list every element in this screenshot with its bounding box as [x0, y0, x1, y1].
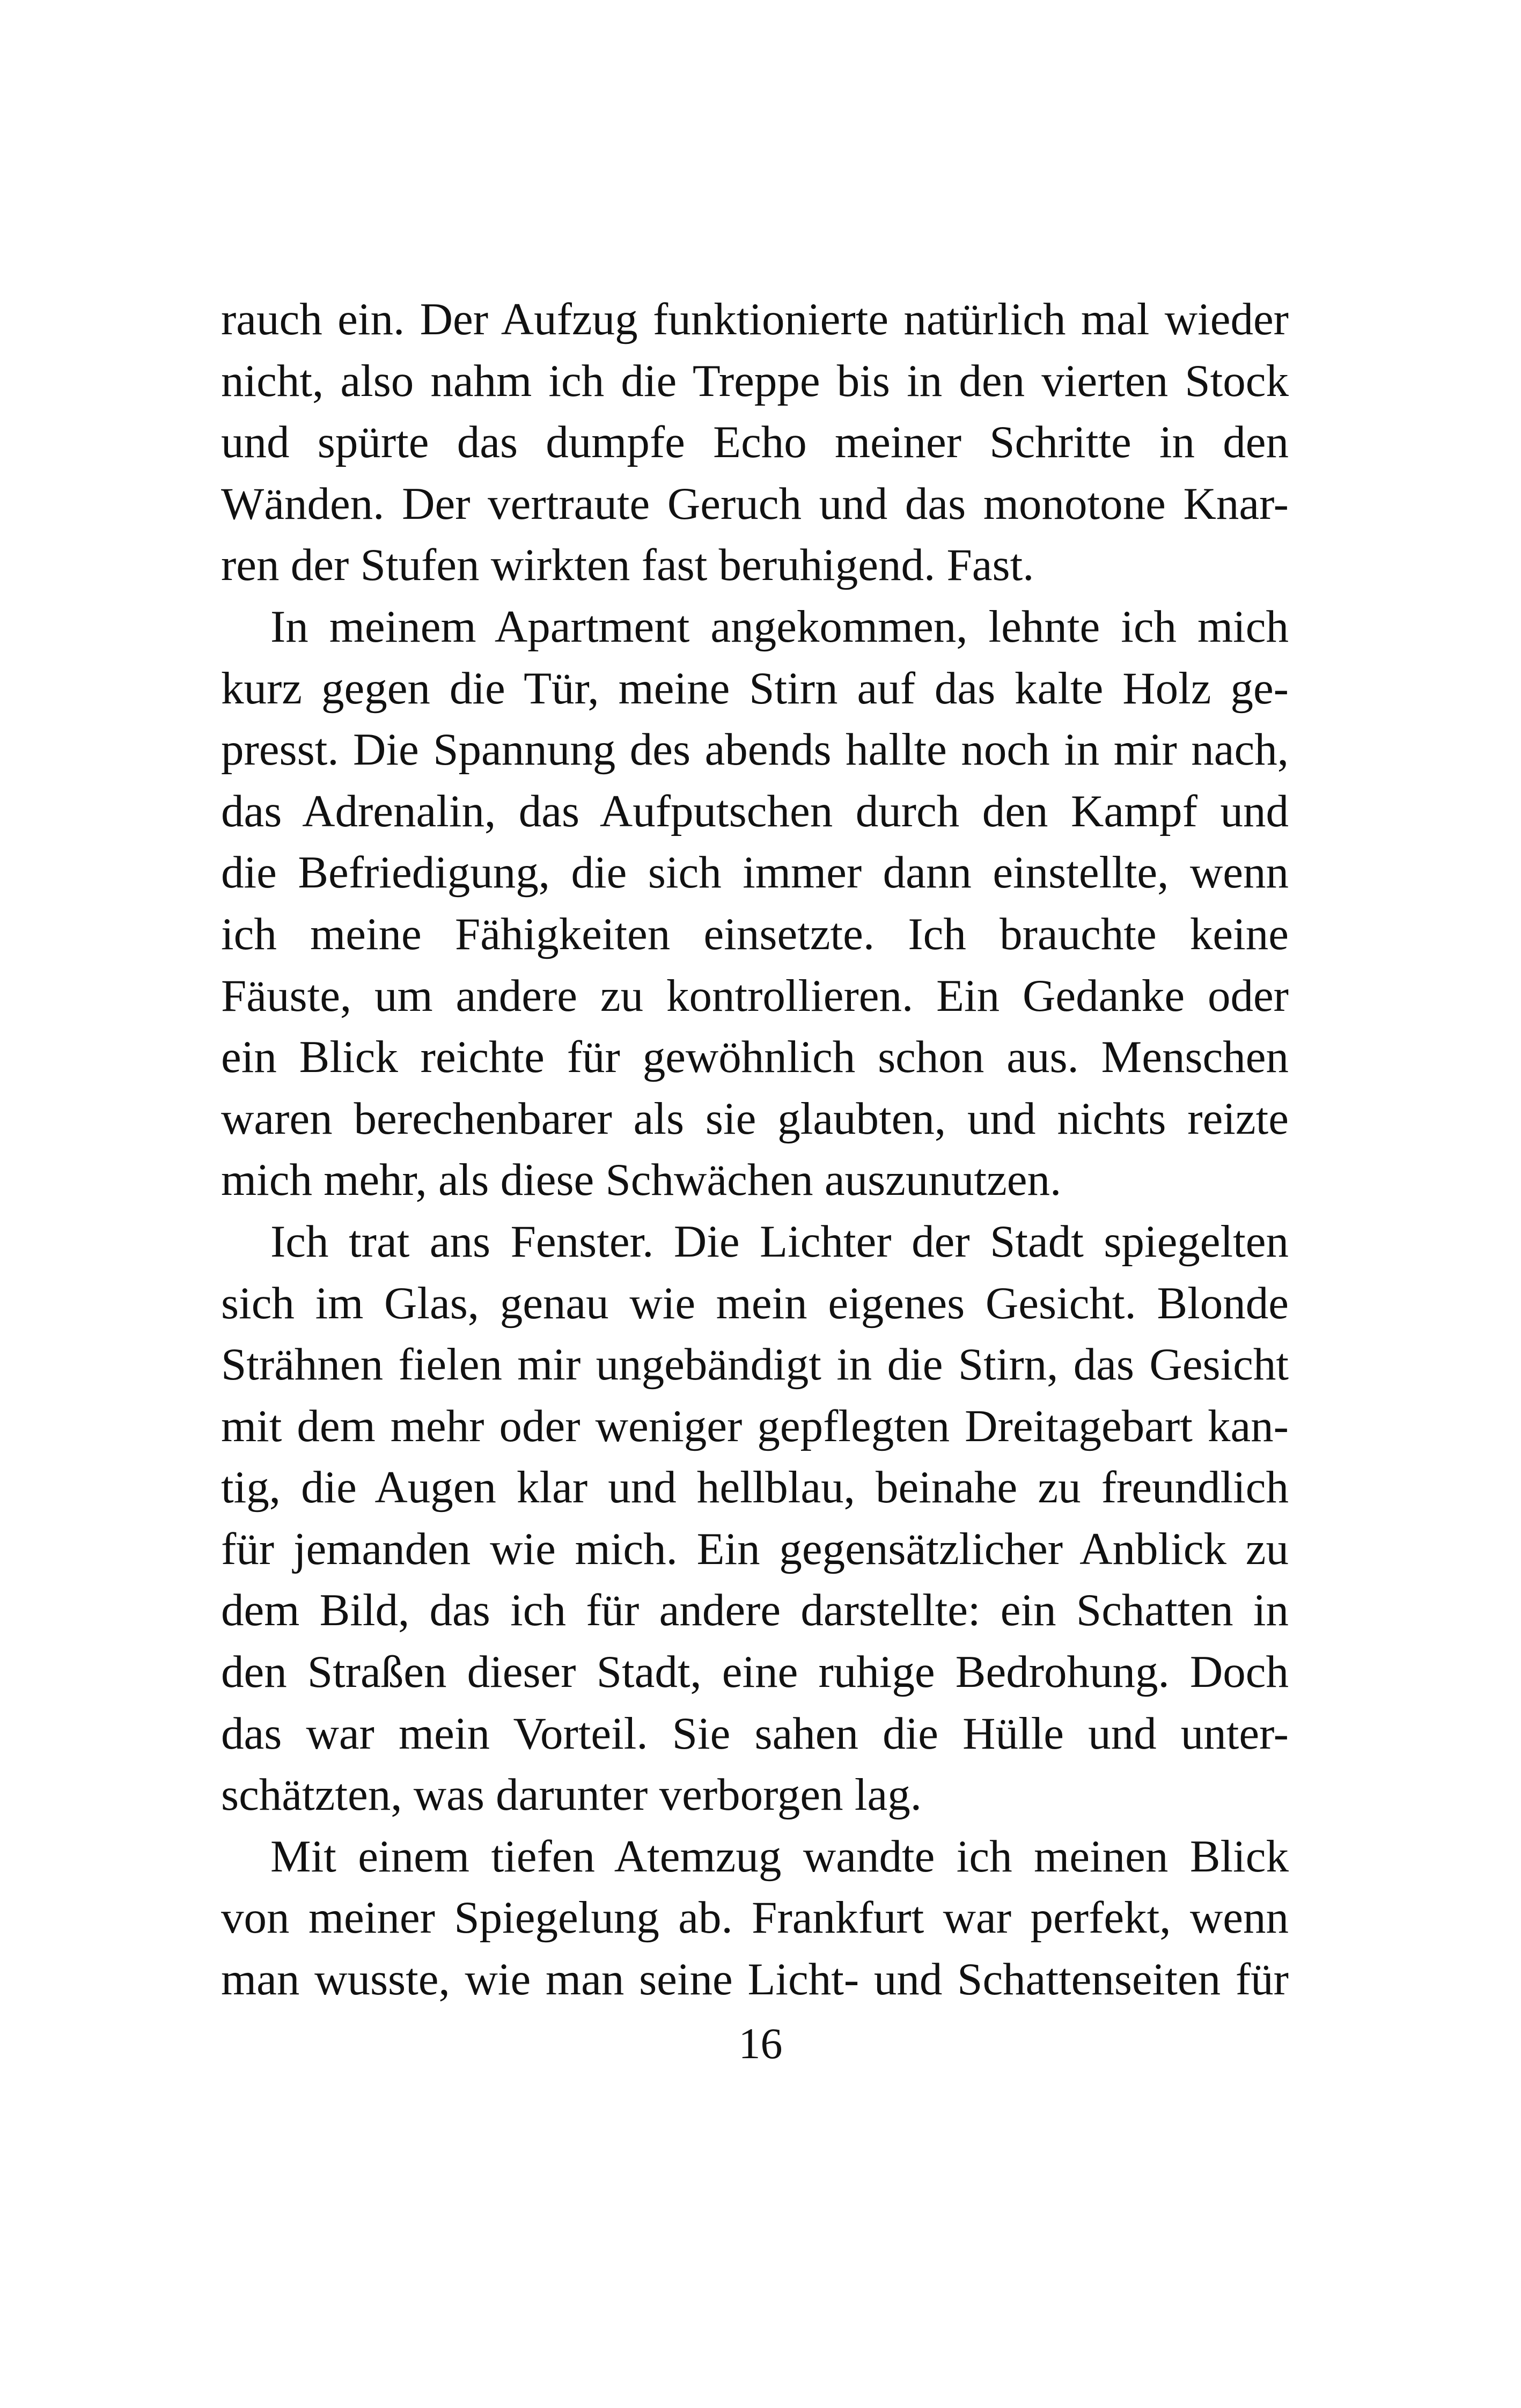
text-line: tig, die Augen klar und hellblau, beinahe zu freundlich — [221, 1462, 1289, 1513]
paragraph-first-line: In meinem Apartment angekommen, lehnte ich mich — [270, 601, 1289, 652]
text-line: mit dem mehr oder weniger gepflegten Dreitagebart kan- — [221, 1400, 1289, 1451]
text-line: den Straßen dieser Stadt, eine ruhige Bedrohung. Doch — [221, 1647, 1289, 1698]
page-number: 16 — [738, 2019, 783, 2068]
text-line: presst. Die Spannung des abends hallte noch in mir nach, — [221, 724, 1289, 775]
text-line: man wusste, wie man seine Licht- und Schattenseiten für — [221, 1954, 1289, 2005]
text-line: sich im Glas, genau wie mein eigenes Gesicht. Blonde — [221, 1278, 1289, 1328]
text-line: Fäuste, um andere zu kontrollieren. Ein Gedanke oder — [221, 970, 1289, 1021]
text-line: das Adrenalin, das Aufputschen durch den Kampf und — [221, 785, 1289, 836]
text-line: und spürte das dumpfe Echo meiner Schritte in den — [221, 417, 1289, 468]
text-line: das war mein Vorteil. Sie sahen die Hülle und unter- — [221, 1708, 1289, 1759]
paragraph-first-line: Mit einem tiefen Atemzug wandte ich meinen Blick — [270, 1831, 1289, 1882]
text-line: ein Blick reichte für gewöhnlich schon aus. Menschen — [221, 1032, 1289, 1083]
text-line: dem Bild, das ich für andere darstellte: ein Schatten in — [221, 1585, 1289, 1636]
text-line: nicht, also nahm ich die Treppe bis in den vierten Stock — [221, 355, 1289, 406]
paragraph-first-line: Ich trat ans Fenster. Die Lichter der Stadt spiegelten — [270, 1216, 1289, 1267]
text-line: für jemanden wie mich. Ein gegensätzlicher Anblick zu — [221, 1523, 1289, 1574]
text-line: rauch ein. Der Aufzug funktionierte natürlich mal wieder — [221, 294, 1289, 344]
text-line: von meiner Spiegelung ab. Frankfurt war perfekt, wenn — [221, 1892, 1289, 1943]
text-line: ich meine Fähigkeiten einsetzte. Ich brauchte keine — [221, 908, 1289, 959]
text-line: schätzten, was darunter verborgen lag. — [221, 1770, 922, 1820]
body-text — [221, 289, 1289, 2010]
text-line: Wänden. Der vertraute Geruch und das monotone Knar- — [221, 478, 1289, 529]
text-line: kurz gegen die Tür, meine Stirn auf das kalte Holz ge- — [221, 663, 1289, 714]
text-line: ren der Stufen wirkten fast beruhigend. Fast. — [221, 540, 1034, 591]
text-line: die Befriedigung, die sich immer dann einstellte, wenn — [221, 847, 1289, 898]
text-line: Strähnen fielen mir ungebändigt in die Stirn, das Gesicht — [221, 1339, 1289, 1390]
text-line: mich mehr, als diese Schwächen auszunutzen. — [221, 1155, 1062, 1206]
text-line: waren berechenbarer als sie glaubten, und nichts reizte — [221, 1093, 1289, 1144]
